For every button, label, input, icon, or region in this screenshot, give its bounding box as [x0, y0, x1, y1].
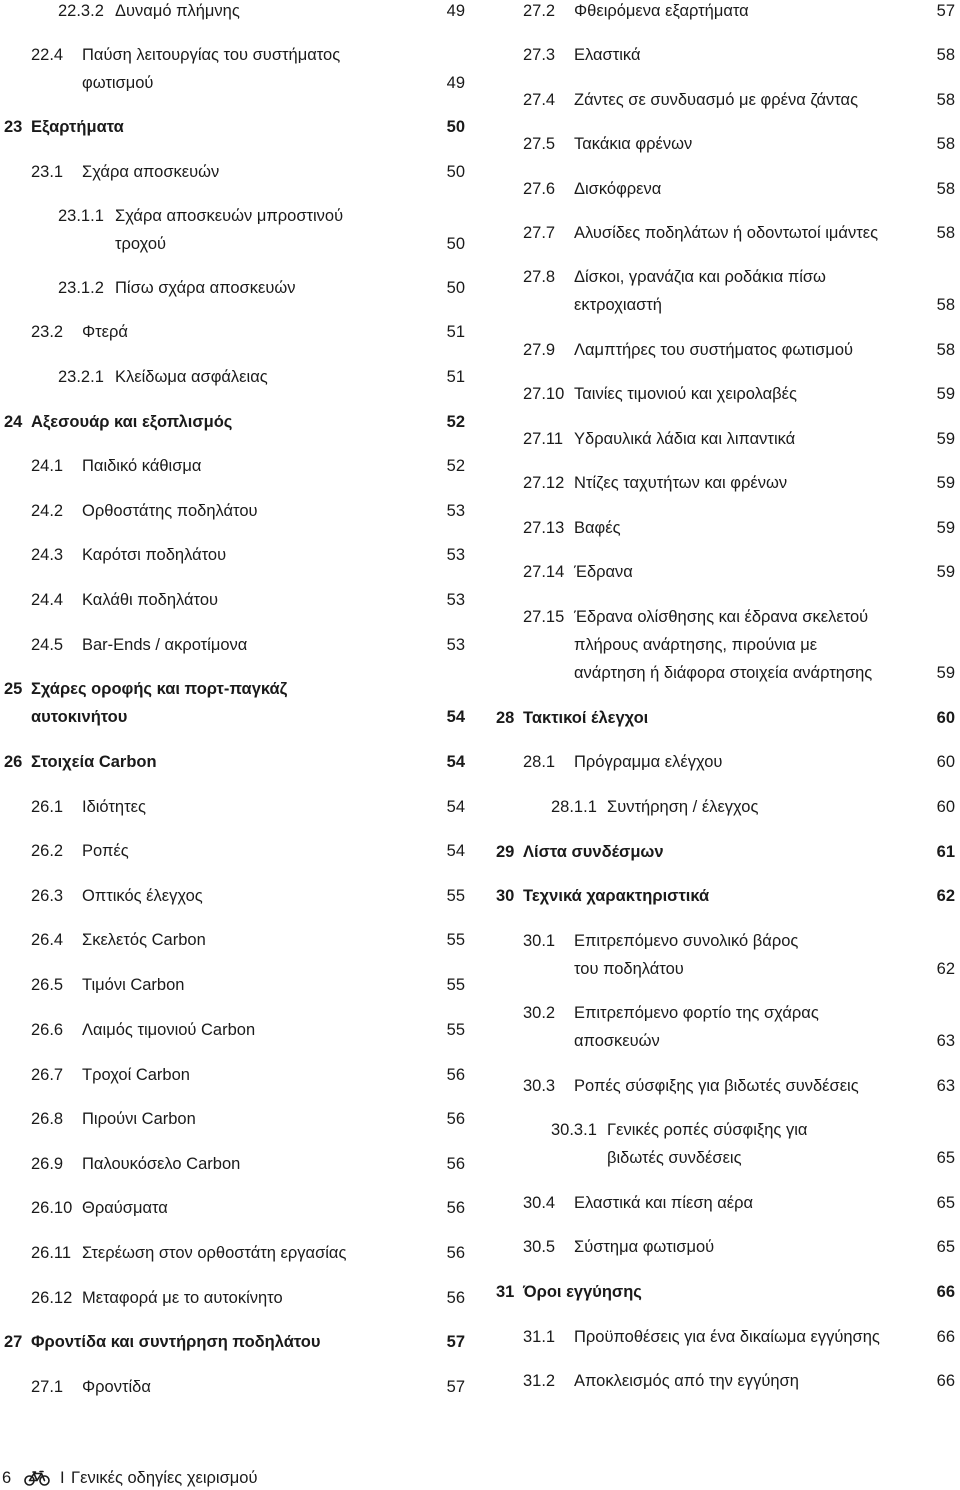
toc-entry-number: 29 [496, 843, 515, 861]
toc-entry-page: 66 [936, 1372, 955, 1390]
toc-entry-number: 23.1 [31, 163, 64, 181]
toc-entry-page: 52 [446, 413, 465, 431]
bicycle-icon [24, 1470, 50, 1486]
toc-entry-title: Στερέωση στον ορθοστάτη εργασίας [82, 1244, 347, 1262]
toc-entry-page: 57 [936, 2, 955, 20]
toc-entry-page: 56 [446, 1110, 465, 1128]
toc-entry-number: 27 [4, 1333, 23, 1351]
toc-entry-number: 30.1 [523, 932, 556, 950]
toc-entry-number: 23.2 [31, 323, 64, 341]
toc-entry-title: Πρόγραμμα ελέγχου [574, 753, 723, 771]
toc-entry-title: Τακτικοί έλεγχοι [523, 709, 649, 727]
toc-entry-page: 65 [936, 1194, 955, 1212]
toc-entry-title: Κλείδωμα ασφάλειας [115, 368, 268, 386]
toc-entry-title: φωτισμού [82, 74, 154, 92]
toc-entry-title: Τεχνικά χαρακτηριστικά [523, 887, 710, 905]
toc-entry-title: Ορθοστάτης ποδηλάτου [82, 502, 258, 520]
toc-entry-number: 30.4 [523, 1194, 556, 1212]
toc-entry-page: 59 [936, 385, 955, 403]
toc-entry-title: Δισκόφρενα [574, 180, 662, 198]
toc-entry-page: 55 [446, 976, 465, 994]
toc-entry-page: 56 [446, 1066, 465, 1084]
toc-entry-title: Παλουκόσελο Carbon [82, 1155, 241, 1173]
footer-separator: I [60, 1469, 65, 1487]
toc-entry-page: 58 [936, 224, 955, 242]
toc-entry-number: 27.14 [523, 563, 565, 581]
toc-entry-page: 59 [936, 430, 955, 448]
toc-entry-number: 30.5 [523, 1238, 556, 1256]
toc-entry-title: Συντήρηση / έλεγχος [607, 798, 759, 816]
toc-entry-page: 54 [446, 753, 465, 771]
toc-entry-page: 65 [936, 1149, 955, 1167]
toc-entry-page: 55 [446, 887, 465, 905]
toc-entry-page: 53 [446, 502, 465, 520]
toc-entry-page: 50 [446, 279, 465, 297]
toc-entry-page: 55 [446, 1021, 465, 1039]
toc-entry-number: 26.5 [31, 976, 64, 994]
toc-entry-title: Σχάρα αποσκευών μπροστινού [115, 207, 344, 225]
toc-entry-title: Ροπές [82, 842, 129, 860]
toc-entry-title: Λαιμός τιμονιού Carbon [82, 1021, 256, 1039]
footer-section-title: Γενικές οδηγίες χειρισμού [71, 1469, 258, 1487]
toc-entry-title: Τιμόνι Carbon [82, 976, 185, 994]
toc-entry-title: Φθειρόμενα εξαρτήματα [574, 2, 749, 20]
toc-entry-number: 31.1 [523, 1328, 556, 1346]
toc-entry-number: 27.15 [523, 608, 565, 626]
toc-entry-title: πλήρους ανάρτησης, πιρούνια με [574, 636, 818, 654]
toc-entry-number: 26.9 [31, 1155, 64, 1173]
toc-entry-title: τροχού [115, 235, 167, 253]
toc-entry-number: 24.2 [31, 502, 64, 520]
toc-entry-number: 28.1.1 [551, 798, 597, 816]
toc-entry-title: Παιδικό κάθισμα [82, 457, 202, 475]
toc-entry-number: 24.5 [31, 636, 64, 654]
toc-entry-title: Υδραυλικά λάδια και λιπαντικά [574, 430, 796, 448]
toc-entry-number: 28 [496, 709, 515, 727]
toc-entry-number: 27.13 [523, 519, 565, 537]
toc-entry-page: 54 [446, 842, 465, 860]
toc-entry-number: 31.2 [523, 1372, 556, 1390]
toc-entry-title: Έδρανα ολίσθησης και έδρανα σκελετού [574, 608, 869, 626]
toc-entry-title: Ταινίες τιμονιού και χειρολαβές [574, 385, 797, 403]
toc-entry-page: 56 [446, 1155, 465, 1173]
toc-entry-number: 27.1 [31, 1378, 64, 1396]
toc-entry-page: 62 [936, 960, 955, 978]
toc-entry-title: Bar-Ends / ακροτίμονα [82, 636, 248, 654]
toc-entry-page: 58 [936, 296, 955, 314]
toc-entry-page: 56 [446, 1289, 465, 1307]
toc-entry-page: 52 [446, 457, 465, 475]
toc-entry-page: 51 [446, 323, 465, 341]
toc-entry-number: 26.6 [31, 1021, 64, 1039]
toc-entry-title: του ποδηλάτου [574, 960, 684, 978]
toc-entry-title: Αξεσουάρ και εξοπλισμός [31, 413, 233, 431]
page-number: 6 [2, 1469, 12, 1487]
toc-entry-title: Γενικές ροπές σύσφιξης για [607, 1121, 808, 1139]
toc-entry-title: Ζάντες σε συνδυασμό με φρένα ζάντας [574, 91, 859, 109]
toc-entry-title: Επιτρεπόμενο συνολικό βάρος [574, 932, 799, 950]
toc-entry-number: 26.4 [31, 931, 64, 949]
toc-entry-page: 58 [936, 180, 955, 198]
toc-entry-number: 27.12 [523, 474, 565, 492]
toc-entry-title: εκτροχιαστή [574, 296, 662, 314]
toc-entry-page: 63 [936, 1077, 955, 1095]
toc-entry-title: Τακάκια φρένων [574, 135, 693, 153]
toc-entry-title: Πιρούνι Carbon [82, 1110, 196, 1128]
toc-entry-number: 27.2 [523, 2, 556, 20]
toc-entry-title: Λίστα συνδέσμων [523, 843, 664, 861]
toc-entry-page: 65 [936, 1238, 955, 1256]
toc-entry-page: 55 [446, 931, 465, 949]
toc-entry-page: 59 [936, 519, 955, 537]
toc-entry-page: 53 [446, 546, 465, 564]
toc-entry-number: 26.3 [31, 887, 64, 905]
toc-entry-number: 24.1 [31, 457, 64, 475]
toc-entry-page: 54 [446, 708, 465, 726]
toc-entry-title: Στοιχεία Carbon [31, 753, 157, 771]
toc-entry-title: Ελαστικά [574, 46, 641, 64]
toc-entry-title: Ντίζες ταχυτήτων και φρένων [574, 474, 788, 492]
toc-entry-number: 26.11 [31, 1244, 72, 1262]
toc-entry-title: αποσκευών [574, 1032, 660, 1050]
toc-entry-number: 23.1.2 [58, 279, 104, 297]
toc-entry-number: 24 [4, 413, 23, 431]
toc-entry-page: 60 [936, 709, 955, 727]
toc-entry-title: Μεταφορά με το αυτοκίνητο [82, 1289, 283, 1307]
toc-entry-page: 66 [936, 1283, 955, 1301]
toc-entry-title: Φροντίδα [82, 1378, 151, 1396]
toc-entry-title: Σχάρα αποσκευών [82, 163, 220, 181]
toc-entry-title: Φροντίδα και συντήρηση ποδηλάτου [31, 1333, 321, 1351]
toc-entry-number: 30 [496, 887, 515, 905]
toc-entry-number: 27.11 [523, 430, 564, 448]
toc-entry-page: 66 [936, 1328, 955, 1346]
toc-entry-title: Δίσκοι, γρανάζια και ροδάκια πίσω [574, 268, 826, 286]
toc-entry-page: 63 [936, 1032, 955, 1050]
toc-entry-title: Καρότσι ποδηλάτου [82, 546, 227, 564]
toc-entry-page: 58 [936, 46, 955, 64]
toc-entry-title: Φτερά [82, 323, 128, 341]
toc-entry-title: Όροι εγγύησης [523, 1283, 642, 1301]
toc-entry-page: 57 [446, 1333, 465, 1351]
toc-entry-number: 22.4 [31, 46, 64, 64]
toc-entry-page: 57 [446, 1378, 465, 1396]
toc-entry-page: 60 [936, 798, 955, 816]
toc-entry-number: 27.3 [523, 46, 556, 64]
toc-entry-number: 26.2 [31, 842, 64, 860]
toc-entry-title: Τροχοί Carbon [82, 1066, 190, 1084]
toc-entry-page: 60 [936, 753, 955, 771]
toc-entry-number: 24.3 [31, 546, 64, 564]
toc-entry-title: Σύστημα φωτισμού [574, 1238, 715, 1256]
toc-entry-title: Πίσω σχάρα αποσκευών [115, 279, 296, 297]
toc-entry-number: 23.2.1 [58, 368, 104, 386]
toc-entry-number: 30.2 [523, 1004, 556, 1022]
toc-entry-title: Ροπές σύσφιξης για βιδωτές συνδέσεις [574, 1077, 859, 1095]
toc-entry-number: 27.6 [523, 180, 556, 198]
toc-entry-title: Προϋποθέσεις για ένα δικαίωμα εγγύησης [574, 1328, 880, 1346]
toc-entry-number: 26.10 [31, 1199, 73, 1217]
toc-entry-page: 59 [936, 474, 955, 492]
toc-entry-page: 50 [446, 235, 465, 253]
toc-entry-number: 27.5 [523, 135, 556, 153]
toc-entry-page: 56 [446, 1199, 465, 1217]
toc-entry-page: 49 [446, 74, 465, 92]
toc-entry-number: 26.7 [31, 1066, 64, 1084]
toc-entry-page: 49 [446, 2, 465, 20]
toc-entry-page: 53 [446, 591, 465, 609]
toc-entry-page: 50 [446, 118, 465, 136]
toc-entry-title: Θραύσματα [82, 1199, 168, 1217]
toc-entry-number: 25 [4, 680, 23, 698]
toc-entry-page: 54 [446, 798, 465, 816]
toc-entry-number: 27.4 [523, 91, 556, 109]
toc-entry-page: 56 [446, 1244, 465, 1262]
toc-entry-title: Εξαρτήματα [31, 118, 124, 136]
toc-entry-title: Αλυσίδες ποδηλάτων ή οδοντωτοί ιμάντες [574, 224, 879, 242]
toc-entry-page: 58 [936, 135, 955, 153]
toc-entry-title: ανάρτηση ή διάφορα στοιχεία ανάρτησης [574, 664, 873, 682]
toc-entry-number: 27.8 [523, 268, 556, 286]
toc-entry-number: 31 [496, 1283, 515, 1301]
toc-entry-number: 27.10 [523, 385, 565, 403]
toc-entry-title: Έδρανα [574, 563, 633, 581]
toc-entry-title: Βαφές [574, 519, 621, 537]
toc-entry-title: Παύση λειτουργίας του συστήματος [82, 46, 341, 64]
toc-entry-title: αυτοκινήτου [31, 708, 128, 726]
toc-entry-number: 30.3 [523, 1077, 556, 1095]
toc-entry-number: 23.1.1 [58, 207, 104, 225]
toc-entry-page: 58 [936, 341, 955, 359]
toc-entry-number: 27.7 [523, 224, 556, 242]
toc-entry-page: 53 [446, 636, 465, 654]
toc-entry-page: 61 [936, 843, 955, 861]
toc-entry-page: 50 [446, 163, 465, 181]
toc-entry-number: 26.1 [31, 798, 64, 816]
toc-entry-number: 22.3.2 [58, 2, 104, 20]
toc-entry-number: 24.4 [31, 591, 64, 609]
toc-entry-title: βιδωτές συνδέσεις [607, 1149, 742, 1167]
toc-entry-title: Ελαστικά και πίεση αέρα [574, 1194, 754, 1212]
toc-entry-number: 23 [4, 118, 23, 136]
toc-entry-number: 26 [4, 753, 23, 771]
toc-entry-number: 30.3.1 [551, 1121, 597, 1139]
toc-entry-number: 27.9 [523, 341, 556, 359]
toc-entry-title: Δυναμό πλήμνης [115, 2, 240, 20]
toc-entry-title: Σκελετός Carbon [82, 931, 206, 949]
toc-entry-title: Λαμπτήρες του συστήματος φωτισμού [574, 341, 854, 359]
toc-entry-number: 28.1 [523, 753, 556, 771]
toc-entry-title: Ιδιότητες [82, 798, 146, 816]
toc-entry-title: Σχάρες οροφής και πορτ-παγκάζ [31, 680, 288, 698]
toc-entry-page: 58 [936, 91, 955, 109]
toc-entry-title: Επιτρεπόμενο φορτίο της σχάρας [574, 1004, 819, 1022]
toc-entry-page: 62 [936, 887, 955, 905]
toc-entry-page: 51 [446, 368, 465, 386]
toc-entry-title: Οπτικός έλεγχος [82, 887, 203, 905]
toc-entry-number: 26.8 [31, 1110, 64, 1128]
toc-entry-page: 59 [936, 563, 955, 581]
toc-entry-title: Αποκλεισμός από την εγγύηση [574, 1372, 799, 1390]
toc-entry-number: 26.12 [31, 1289, 73, 1307]
toc-entry-page: 59 [936, 664, 955, 682]
toc-entry-title: Καλάθι ποδηλάτου [82, 591, 219, 609]
